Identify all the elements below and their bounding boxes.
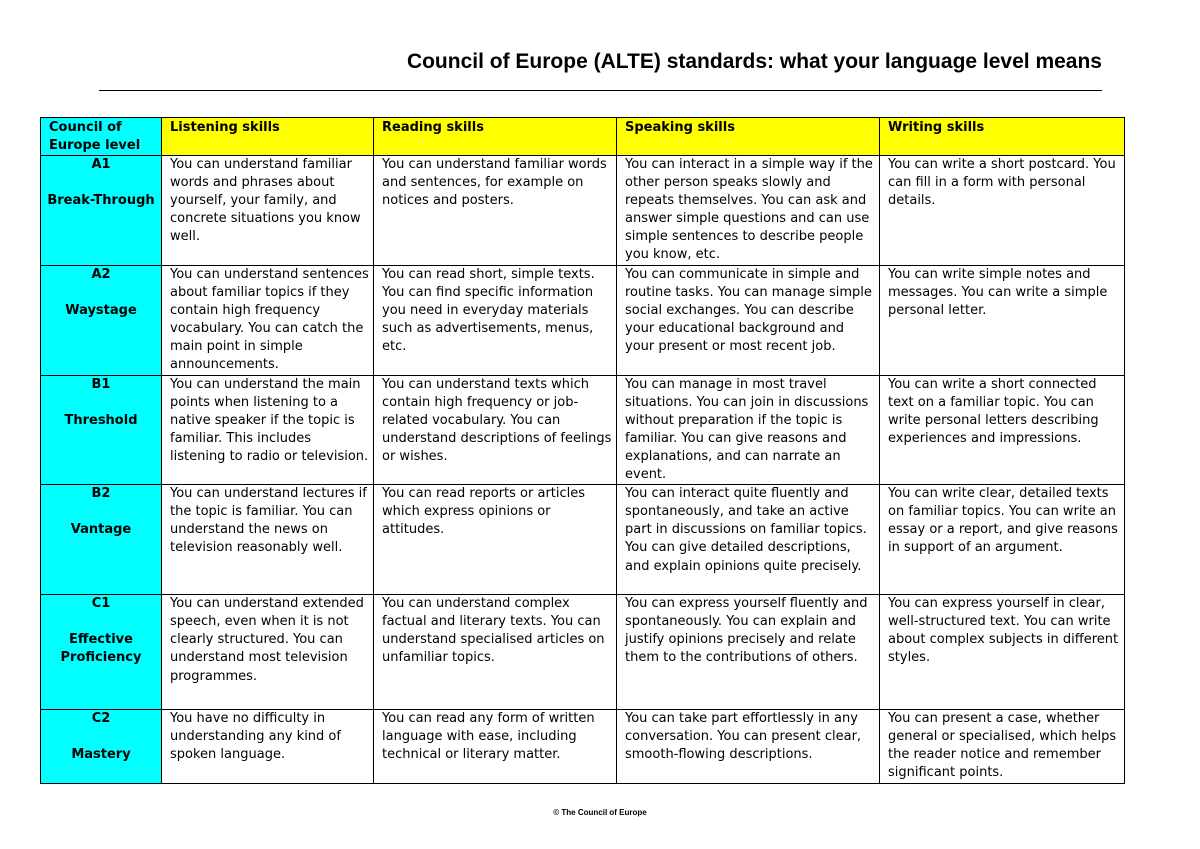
speaking-cell: You can take part effortlessly in any conversation. You can present clear, smooth-flowing descriptions. [617, 710, 880, 783]
speaking-cell: You can manage in most travel situations. You can join in discussions without preparation if the topic is familiar. You can give reasons and explanations, and can narrate an event. [617, 375, 880, 485]
writing-cell: You can write a short connected text on a familiar topic. You can write personal letters describing experiences and impressions. [880, 375, 1125, 485]
speaking-cell: You can interact in a simple way if the other person speaks slowly and repeats themselves. You can ask and answer simple questions and can use simple sentences to describe people you know, etc. [617, 156, 880, 266]
writing-cell: You can present a case, whether general or specialised, which helps the reader notice and remember significant points. [880, 710, 1125, 783]
level-code: B2 [91, 486, 111, 502]
listening-cell: You have no difficulty in understanding any kind of spoken language. [162, 710, 374, 783]
column-header-writing: Writing skills [880, 118, 1125, 156]
listening-cell: You can understand the main points when listening to a native speaker if the topic is familiar. This includes listening to radio or television. [162, 375, 374, 485]
level-name: Break-Through [47, 193, 155, 209]
listening-cell: You can understand lectures if the topic is familiar. You can understand the news on television reasonably well. [162, 485, 374, 595]
listening-cell: You can understand familiar words and phrases about yourself, your family, and concrete situations you know well. [162, 156, 374, 266]
level-cell [41, 156, 162, 266]
language-levels-table [40, 117, 1125, 784]
table-row [41, 595, 1125, 710]
level-code: A2 [91, 267, 111, 282]
reading-cell: You can read any form of written language with ease, including technical or literary matter. [374, 710, 617, 783]
level-name: Vantage [70, 522, 132, 538]
writing-cell: You can write a short postcard. You can fill in a form with personal details. [880, 156, 1125, 266]
level-cell [41, 266, 162, 376]
table-row [41, 375, 1125, 485]
column-header-speaking: Speaking skills [617, 118, 880, 156]
listening-cell: You can understand extended speech, even when it is not clearly structured. You can understand most television programmes. [162, 595, 374, 710]
writing-cell: You can write clear, detailed texts on familiar topics. You can write an essay or a report, and give reasons in support of an argument. [880, 485, 1125, 595]
column-header-level: Council of Europe level [41, 118, 162, 156]
level-code: C2 [91, 711, 111, 727]
table-header-row [41, 118, 1125, 156]
level-code: B1 [91, 376, 111, 392]
level-cell [41, 595, 162, 710]
level-code: C1 [91, 596, 111, 612]
listening-cell: You can understand sentences about familiar topics if they contain high frequency vocabulary. You can catch the main point in simple announcements. [162, 266, 374, 376]
level-name: Waystage [65, 303, 137, 319]
speaking-cell: You can communicate in simple and routine tasks. You can manage simple social exchanges. You can describe your educational background and your present or most recent job. [617, 266, 880, 376]
copyright-footer: © The Council of Europe [553, 808, 647, 817]
level-name: Effective Proficiency [60, 632, 142, 666]
writing-cell: You can express yourself in clear, well-structured text. You can write about complex subjects in different styles. [880, 595, 1125, 710]
speaking-cell: You can express yourself fluently and spontaneously. You can explain and justify opinions precisely and relate them to the contributions of others. [617, 595, 880, 710]
page-title: Council of Europe (ALTE) standards: what your language level means [406, 50, 1102, 73]
table-row [41, 156, 1125, 266]
reading-cell: You can read short, simple texts. You can find specific information you need in everyday materials such as advertisements, menus, etc. [374, 266, 617, 376]
level-name: Threshold [64, 412, 138, 428]
table-row [41, 485, 1125, 595]
reading-cell: You can understand complex factual and literary texts. You can understand specialised articles on unfamiliar topics. [374, 595, 617, 710]
level-cell [41, 375, 162, 485]
level-code: A1 [91, 157, 111, 172]
column-header-listening: Listening skills [162, 118, 374, 156]
speaking-cell: You can interact quite fluently and spontaneously, and take an active part in discussions on familiar topics. You can give detailed descriptions, and explain opinions quite precisely. [617, 485, 880, 595]
level-cell [41, 485, 162, 595]
reading-cell: You can read reports or articles which express opinions or attitudes. [374, 485, 617, 595]
level-cell [41, 710, 162, 783]
reading-cell: You can understand familiar words and sentences, for example on notices and posters. [374, 156, 617, 266]
writing-cell: You can write simple notes and messages. You can write a simple personal letter. [880, 266, 1125, 376]
title-rule [99, 90, 1102, 91]
level-name: Mastery [71, 747, 131, 763]
table-row [41, 710, 1125, 783]
column-header-reading: Reading skills [374, 118, 617, 156]
reading-cell: You can understand texts which contain high frequency or job-related vocabulary. You can understand descriptions of feelings or wishes. [374, 375, 617, 485]
table-row [41, 266, 1125, 376]
